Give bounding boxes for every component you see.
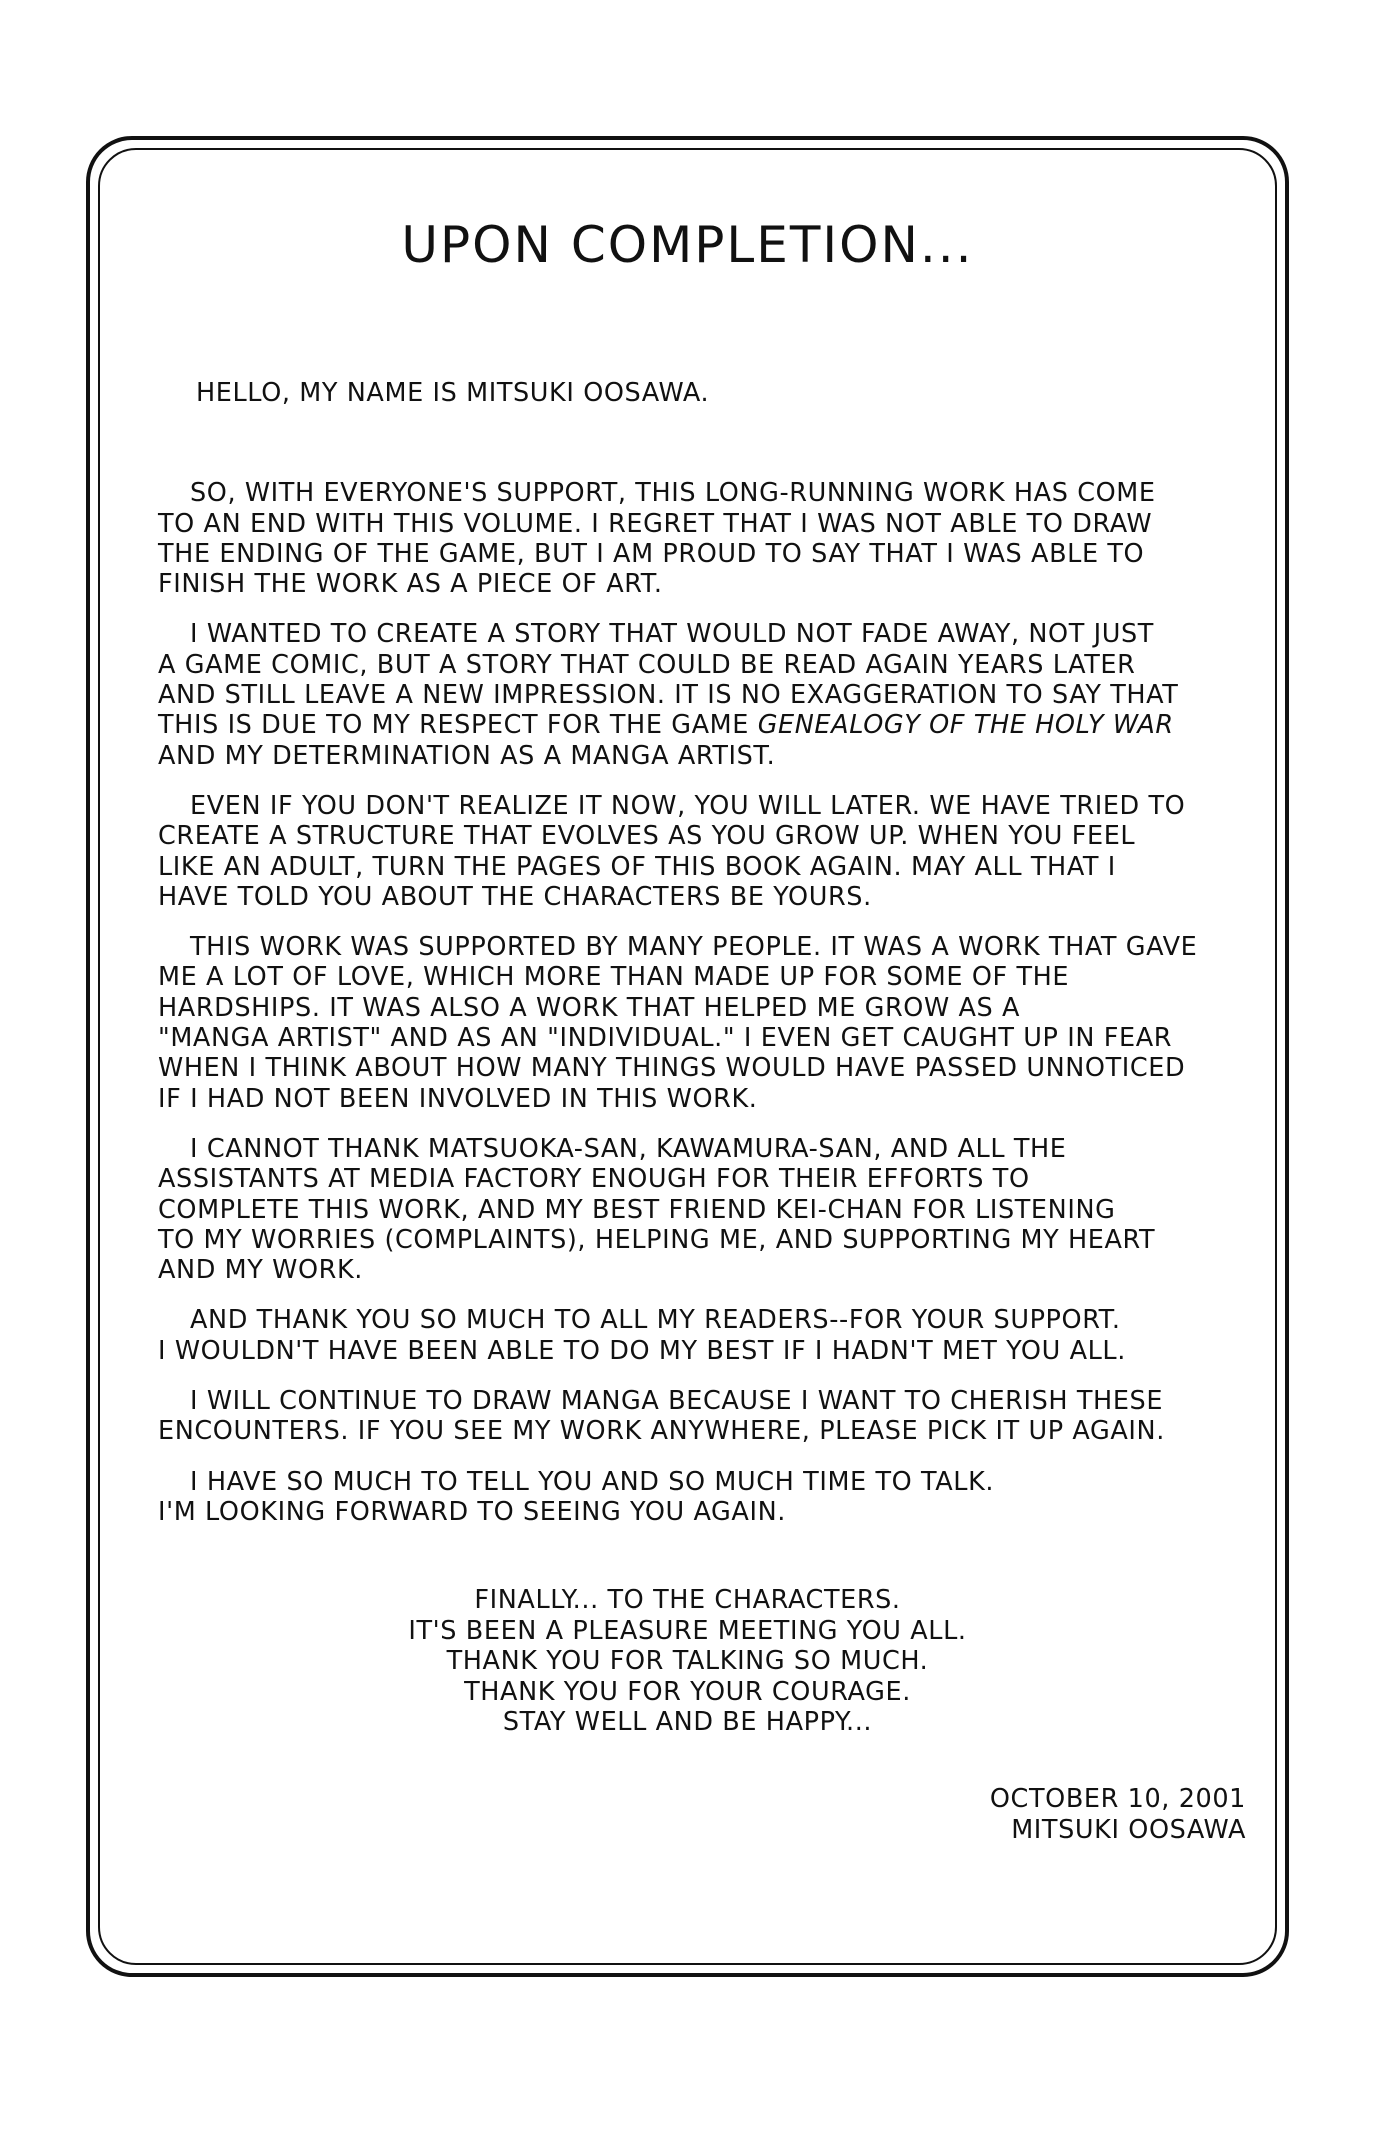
signature-block (990, 1784, 1246, 1846)
paragraph-2-text: I WANTED TO CREATE A STORY THAT WOULD NOT FADE AWAY, NOT JUST A GAME COMIC, BUT A STORY THAT COULD BE READ AGAIN YEARS LATER AND STILL LEAVE A NEW IMPRESSION. IT IS NO EXAGGERATION TO SAY THAT THIS IS DUE TO MY RESPECT FOR THE GAME (158, 619, 1179, 741)
closing-line: FINALLY... TO THE CHARACTERS. (474, 1585, 901, 1615)
paragraph-5: I CANNOT THANK MATSUOKA-SAN, KAWAMURA-SAN, AND ALL THE ASSISTANTS AT MEDIA FACTORY ENOUGH FOR THEIR EFFORTS TO COMPLETE THIS WORK, AND MY BEST FRIEND KEI-CHAN FOR LISTENING TO MY WORRIES (COMPLAINTS), HELPING ME, AND SUPPORTING MY HEART AND MY WORK. (158, 1133, 1156, 1286)
paragraph-8: I HAVE SO MUCH TO TELL YOU AND SO MUCH TIME TO TALK. I'M LOOKING FORWARD TO SEEING YOU AGAIN. (158, 1466, 995, 1527)
game-title-italic: GENEALOGY OF THE HOLY WAR (757, 710, 1174, 741)
page-title: UPON COMPLETION... (401, 216, 974, 274)
paragraph-1: SO, WITH EVERYONE'S SUPPORT, THIS LONG-RUNNING WORK HAS COME TO AN END WITH THIS VOLUME. I REGRET THAT I WAS NOT ABLE TO DRAW THE ENDING OF THE GAME, BUT I AM PROUD TO SAY THAT I WAS ABLE TO FINISH THE WORK AS A PIECE OF ART. (158, 478, 1156, 600)
paragraph-6: AND THANK YOU SO MUCH TO ALL MY READERS--FOR YOUR SUPPORT. I WOULDN'T HAVE BEEN ABLE TO DO MY BEST IF I HADN'T MET YOU ALL. (158, 1305, 1126, 1366)
closing-line: STAY WELL AND BE HAPPY... (502, 1707, 873, 1737)
paragraph-4: THIS WORK WAS SUPPORTED BY MANY PEOPLE. IT WAS A WORK THAT GAVE ME A LOT OF LOVE, WHICH MORE THAN MADE UP FOR SOME OF THE HARDSHIPS. IT WAS ALSO A WORK THAT HELPED ME GROW AS A "MANGA ARTIST" AND AS AN "INDIVIDUAL." I EVEN GET CAUGHT UP IN FEAR WHEN I THINK ABOUT HOW MANY THINGS WOULD HAVE PASSED UNNOTICED IF I HAD NOT BEEN INVOLVED IN THIS WORK. (158, 932, 1198, 1114)
letter-body (158, 378, 1238, 1547)
paragraph-3: EVEN IF YOU DON'T REALIZE IT NOW, YOU WILL LATER. WE HAVE TRIED TO CREATE A STRUCTURE THAT EVOLVES AS YOU GROW UP. WHEN YOU FEEL LIKE AN ADULT, TURN THE PAGES OF THIS BOOK AGAIN. MAY ALL THAT I HAVE TOLD YOU ABOUT THE CHARACTERS BE YOURS. (158, 790, 1186, 912)
closing-line: THANK YOU FOR TALKING SO MUCH. (446, 1646, 929, 1676)
greeting-line: HELLO, MY NAME IS MITSUKI OOSAWA. (196, 378, 710, 408)
signature-name: MITSUKI OOSAWA (1011, 1815, 1246, 1845)
closing-verse (98, 1585, 1277, 1738)
paragraph-2 (158, 619, 1238, 770)
signature-date: OCTOBER 10, 2001 (989, 1784, 1246, 1814)
paragraph-2-end: AND MY DETERMINATION AS A MANGA ARTIST. (158, 740, 776, 771)
paragraph-7: I WILL CONTINUE TO DRAW MANGA BECAUSE I WANT TO CHERISH THESE ENCOUNTERS. IF YOU SEE MY WORK ANYWHERE, PLEASE PICK IT UP AGAIN. (158, 1386, 1165, 1447)
closing-line: THANK YOU FOR YOUR COURAGE. (464, 1676, 911, 1707)
closing-line: IT'S BEEN A PLEASURE MEETING YOU ALL. (408, 1615, 967, 1646)
